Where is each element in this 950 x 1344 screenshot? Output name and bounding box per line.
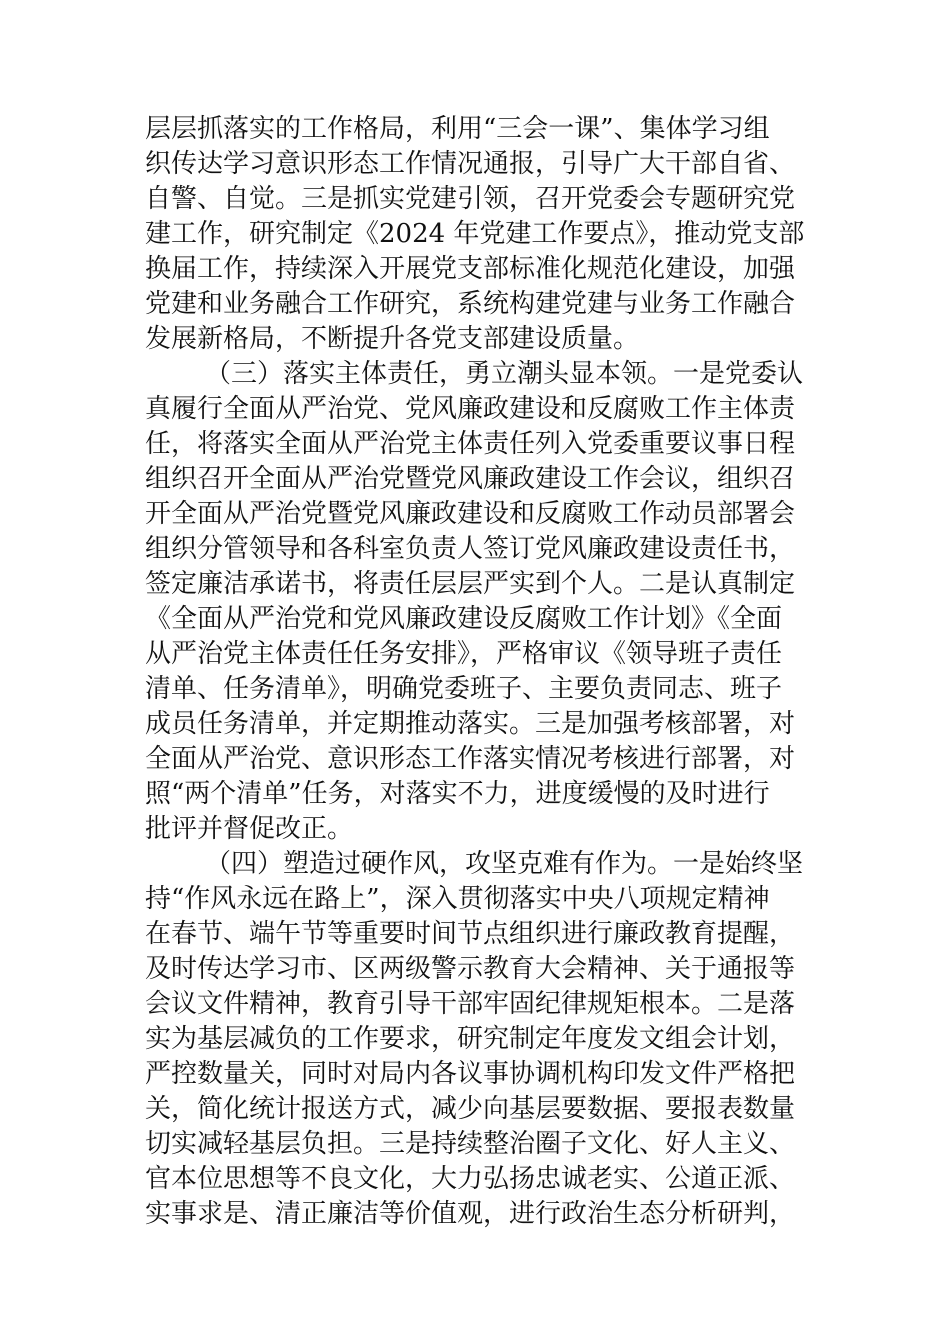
text-line: 批评并督促改正。 xyxy=(145,814,354,844)
text-line: 织传达学习意识形态工作情况通报，引导广大干部自省、 xyxy=(145,149,796,179)
text-line: 党建和业务融合工作研究，系统构建党建与业务工作融合 xyxy=(145,289,796,319)
text-line: 全面从严治党、意识形态工作落实情况考核进行部署，对 xyxy=(145,744,796,774)
text-line: 实事求是、清正廉洁等价值观，进行政治生态分析研判， xyxy=(145,1199,796,1229)
text-line: 清单、任务清单》，明确党委班子、主要负责同志、班子 xyxy=(145,674,783,704)
text-line: 自警、自觉。三是抓实党建引领，召开党委会专题研究党 xyxy=(145,184,796,214)
section-heading-line: （三）落实主体责任，勇立潮头显本领。一是党委认 xyxy=(205,359,804,389)
text-line: 在春节、端午节等重要时间节点组织进行廉政教育提醒， xyxy=(145,919,796,949)
section-heading-line: （四）塑造过硬作风，攻坚克难有作为。一是始终坚 xyxy=(205,849,804,879)
text-line: 签定廉洁承诺书，将责任层层严实到个人。二是认真制定 xyxy=(145,569,796,599)
text-line: 会议文件精神，教育引导干部牢固纪律规矩根本。二是落 xyxy=(145,989,796,1019)
text-line: 照“两个清单”任务，对落实不力，进度缓慢的及时进行 xyxy=(145,779,770,809)
text-line: 官本位思想等不良文化，大力弘扬忠诚老实、公道正派、 xyxy=(145,1164,796,1194)
text-line: 及时传达学习市、区两级警示教育大会精神、关于通报等 xyxy=(145,954,796,984)
text-line: 换届工作，持续深入开展党支部标准化规范化建设，加强 xyxy=(145,254,796,284)
text-line: 任，将落实全面从严治党主体责任列入党委重要议事日程 xyxy=(145,429,796,459)
text-line: 成员任务清单，并定期推动落实。三是加强考核部署，对 xyxy=(145,709,796,739)
text-line: 真履行全面从严治党、党风廉政建设和反腐败工作主体责 xyxy=(145,394,796,424)
text-line: 严控数量关，同时对局内各议事协调机构印发文件严格把 xyxy=(145,1059,796,1089)
text-line: 实为基层减负的工作要求，研究制定年度发文组会计划， xyxy=(145,1024,796,1054)
text-line: 组织分管领导和各科室负责人签订党风廉政建设责任书， xyxy=(145,534,796,564)
text-line: 关，简化统计报送方式，减少向基层要数据、要报表数量 xyxy=(145,1094,796,1124)
text-line: 切实减轻基层负担。三是持续整治圈子文化、好人主义、 xyxy=(145,1129,796,1159)
text-line: 持“作风永远在路上”，深入贯彻落实中央八项规定精神 xyxy=(145,884,770,914)
text-line: 发展新格局，不断提升各党支部建设质量。 xyxy=(145,324,640,354)
text-line: 从严治党主体责任任务安排》，严格审议《领导班子责任 xyxy=(145,639,783,669)
text-line: 层层抓落实的工作格局，利用“三会一课”、集体学习组 xyxy=(145,114,770,144)
text-line: 开全面从严治党暨党风廉政建设和反腐败工作动员部署会 xyxy=(145,499,796,529)
text-line: 《全面从严治党和党风廉政建设反腐败工作计划》《全面 xyxy=(145,604,783,634)
text-line: 组织召开全面从严治党暨党风廉政建设工作会议，组织召 xyxy=(145,464,796,494)
body-text xyxy=(145,112,807,1232)
text-line: 建工作，研究制定《2024 年党建工作要点》，推动党支部 xyxy=(145,219,805,249)
